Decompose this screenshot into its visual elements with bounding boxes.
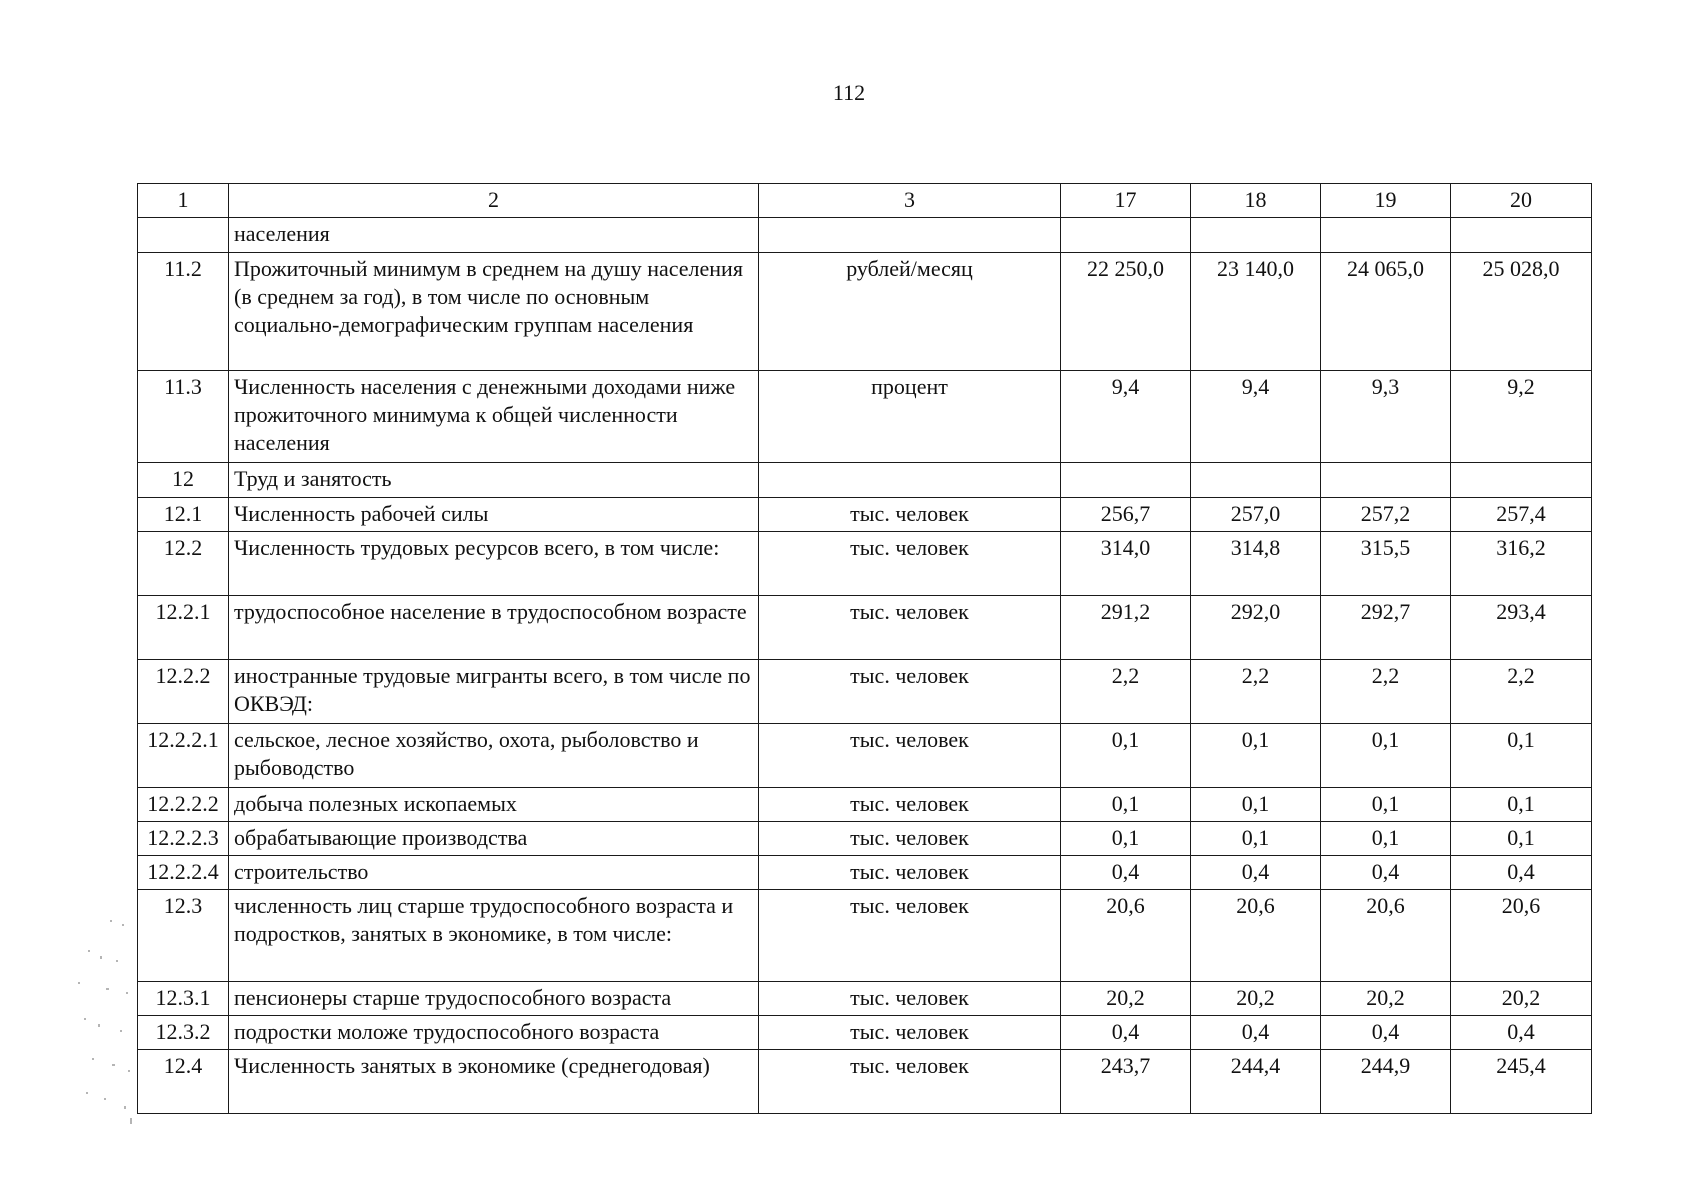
indicator-name-cell: Численность занятых в экономике (среднегодовая)	[229, 1050, 759, 1114]
table-row	[138, 1016, 1592, 1050]
unit-cell: тыс. человек	[759, 1050, 1061, 1114]
unit-cell: тыс. человек	[759, 982, 1061, 1016]
value-cell-18: 0,1	[1191, 788, 1321, 822]
value-cell-20	[1451, 218, 1592, 253]
value-cell-17: 20,6	[1061, 890, 1191, 982]
value-cell-19	[1321, 463, 1451, 498]
value-cell-19: 9,3	[1321, 371, 1451, 463]
row-number-cell: 12.3.2	[138, 1016, 229, 1050]
value-cell-18	[1191, 463, 1321, 498]
row-number-cell: 12.2.2.4	[138, 856, 229, 890]
value-cell-20: 0,4	[1451, 1016, 1592, 1050]
unit-cell: тыс. человек	[759, 822, 1061, 856]
indicator-name-cell: добыча полезных ископаемых	[229, 788, 759, 822]
value-cell-20: 257,4	[1451, 498, 1592, 532]
value-cell-20: 0,1	[1451, 724, 1592, 788]
value-cell-18: 23 140,0	[1191, 253, 1321, 371]
indicator-name-cell: Численность трудовых ресурсов всего, в том числе:	[229, 532, 759, 596]
unit-cell: тыс. человек	[759, 856, 1061, 890]
value-cell-20: 0,4	[1451, 856, 1592, 890]
indicator-name-cell: Численность рабочей силы	[229, 498, 759, 532]
value-cell-20: 293,4	[1451, 596, 1592, 660]
value-cell-17: 0,4	[1061, 1016, 1191, 1050]
value-cell-19: 24 065,0	[1321, 253, 1451, 371]
row-number-cell: 12.1	[138, 498, 229, 532]
value-cell-20: 0,1	[1451, 822, 1592, 856]
row-number-cell: 12	[138, 463, 229, 498]
row-number-cell: 12.4	[138, 1050, 229, 1114]
value-cell-18: 9,4	[1191, 371, 1321, 463]
value-cell-18: 244,4	[1191, 1050, 1321, 1114]
value-cell-18: 0,1	[1191, 724, 1321, 788]
value-cell-20: 20,6	[1451, 890, 1592, 982]
row-number-cell: 12.2.2.1	[138, 724, 229, 788]
header-cell-col-3: 3	[759, 184, 1061, 218]
value-cell-19: 315,5	[1321, 532, 1451, 596]
value-cell-17: 0,1	[1061, 822, 1191, 856]
table-row	[138, 596, 1592, 660]
indicator-name-cell: Численность населения с денежными доходами ниже прожиточного минимума к общей численности населения	[229, 371, 759, 463]
page-number: 112	[832, 80, 866, 105]
row-number-cell: 12.2.2	[138, 660, 229, 724]
value-cell-17: 0,4	[1061, 856, 1191, 890]
indicator-name-cell: пенсионеры старше трудоспособного возраста	[229, 982, 759, 1016]
unit-cell	[759, 218, 1061, 253]
unit-cell: рублей/месяц	[759, 253, 1061, 371]
table-row	[138, 724, 1592, 788]
indicator-name-cell: сельское, лесное хозяйство, охота, рыболовство и рыбоводство	[229, 724, 759, 788]
unit-cell: тыс. человек	[759, 498, 1061, 532]
indicator-name-cell: Труд и занятость	[229, 463, 759, 498]
value-cell-18: 292,0	[1191, 596, 1321, 660]
header-cell-col-18: 18	[1191, 184, 1321, 218]
indicator-name-cell: подростки моложе трудоспособного возраста	[229, 1016, 759, 1050]
value-cell-18: 0,4	[1191, 1016, 1321, 1050]
table-row	[138, 218, 1592, 253]
value-cell-17: 0,1	[1061, 724, 1191, 788]
table-header-row	[138, 184, 1592, 218]
header-cell-col-17: 17	[1061, 184, 1191, 218]
value-cell-18	[1191, 218, 1321, 253]
row-number-cell: 11.2	[138, 253, 229, 371]
value-cell-19: 244,9	[1321, 1050, 1451, 1114]
row-number-cell	[138, 218, 229, 253]
unit-cell: тыс. человек	[759, 532, 1061, 596]
value-cell-17: 243,7	[1061, 1050, 1191, 1114]
value-cell-17: 20,2	[1061, 982, 1191, 1016]
unit-cell	[759, 463, 1061, 498]
table-row	[138, 1050, 1592, 1114]
table-row	[138, 822, 1592, 856]
value-cell-17: 9,4	[1061, 371, 1191, 463]
row-number-cell: 12.2.1	[138, 596, 229, 660]
value-cell-17: 291,2	[1061, 596, 1191, 660]
table-row	[138, 788, 1592, 822]
indicator-name-cell: населения	[229, 218, 759, 253]
value-cell-20: 2,2	[1451, 660, 1592, 724]
value-cell-17	[1061, 463, 1191, 498]
unit-cell: процент	[759, 371, 1061, 463]
header-cell-col-2: 2	[229, 184, 759, 218]
unit-cell: тыс. человек	[759, 890, 1061, 982]
value-cell-20: 9,2	[1451, 371, 1592, 463]
table-row	[138, 253, 1592, 371]
indicator-name-cell: иностранные трудовые мигранты всего, в том числе по ОКВЭД:	[229, 660, 759, 724]
value-cell-18: 20,2	[1191, 982, 1321, 1016]
value-cell-17: 22 250,0	[1061, 253, 1191, 371]
value-cell-19: 20,2	[1321, 982, 1451, 1016]
value-cell-20: 245,4	[1451, 1050, 1592, 1114]
value-cell-18: 257,0	[1191, 498, 1321, 532]
unit-cell: тыс. человек	[759, 788, 1061, 822]
value-cell-20	[1451, 463, 1592, 498]
table-row	[138, 856, 1592, 890]
indicator-name-cell: трудоспособное население в трудоспособном возрасте	[229, 596, 759, 660]
value-cell-19: 257,2	[1321, 498, 1451, 532]
unit-cell: тыс. человек	[759, 1016, 1061, 1050]
indicator-name-cell: строительство	[229, 856, 759, 890]
unit-cell: тыс. человек	[759, 660, 1061, 724]
value-cell-18: 0,1	[1191, 822, 1321, 856]
value-cell-19: 0,4	[1321, 1016, 1451, 1050]
value-cell-18: 2,2	[1191, 660, 1321, 724]
table-row	[138, 890, 1592, 982]
value-cell-20: 0,1	[1451, 788, 1592, 822]
value-cell-17: 256,7	[1061, 498, 1191, 532]
header-cell-col-1: 1	[138, 184, 229, 218]
value-cell-19: 2,2	[1321, 660, 1451, 724]
value-cell-17: 0,1	[1061, 788, 1191, 822]
value-cell-19: 0,1	[1321, 822, 1451, 856]
value-cell-19: 20,6	[1321, 890, 1451, 982]
indicator-name-cell: численность лиц старше трудоспособного возраста и подростков, занятых в экономике, в том числе:	[229, 890, 759, 982]
unit-cell: тыс. человек	[759, 724, 1061, 788]
row-number-cell: 12.2	[138, 532, 229, 596]
value-cell-19: 0,4	[1321, 856, 1451, 890]
header-cell-col-19: 19	[1321, 184, 1451, 218]
value-cell-20: 25 028,0	[1451, 253, 1592, 371]
unit-cell: тыс. человек	[759, 596, 1061, 660]
table-row	[138, 982, 1592, 1016]
value-cell-19: 0,1	[1321, 788, 1451, 822]
row-number-cell: 11.3	[138, 371, 229, 463]
row-number-cell: 12.3.1	[138, 982, 229, 1016]
row-number-cell: 12.2.2.2	[138, 788, 229, 822]
row-number-cell: 12.2.2.3	[138, 822, 229, 856]
value-cell-18: 314,8	[1191, 532, 1321, 596]
value-cell-18: 0,4	[1191, 856, 1321, 890]
table-row	[138, 532, 1592, 596]
value-cell-17: 314,0	[1061, 532, 1191, 596]
value-cell-17	[1061, 218, 1191, 253]
table-row	[138, 371, 1592, 463]
scan-noise-marks	[40, 920, 135, 1130]
row-number-cell: 12.3	[138, 890, 229, 982]
table-row	[138, 463, 1592, 498]
value-cell-17: 2,2	[1061, 660, 1191, 724]
table-row	[138, 660, 1592, 724]
data-table	[137, 183, 1592, 1114]
table-row	[138, 498, 1592, 532]
value-cell-20: 316,2	[1451, 532, 1592, 596]
indicator-name-cell: обрабатывающие производства	[229, 822, 759, 856]
indicator-name-cell: Прожиточный минимум в среднем на душу населения (в среднем за год), в том числе по основным социально-демографическим группам населения	[229, 253, 759, 371]
value-cell-20: 20,2	[1451, 982, 1592, 1016]
value-cell-19	[1321, 218, 1451, 253]
value-cell-19: 0,1	[1321, 724, 1451, 788]
value-cell-19: 292,7	[1321, 596, 1451, 660]
header-cell-col-20: 20	[1451, 184, 1592, 218]
value-cell-18: 20,6	[1191, 890, 1321, 982]
